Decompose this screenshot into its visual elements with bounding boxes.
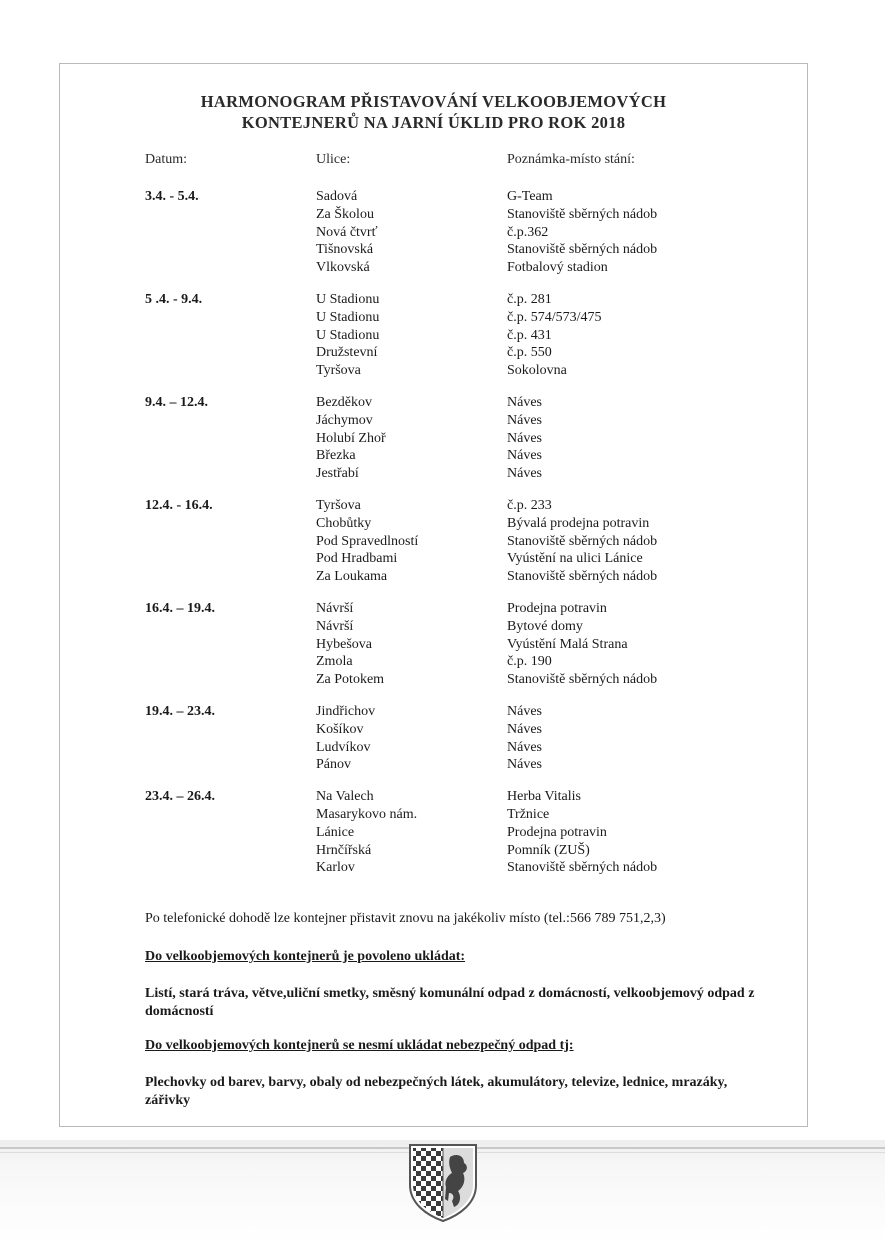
- schedule-group: [60, 788, 807, 877]
- street-name: Tyršova: [316, 497, 361, 513]
- street-name: Holubí Zhoř: [316, 430, 386, 446]
- schedule-date: 12.4. - 16.4.: [145, 497, 213, 513]
- location-note: č.p. 190: [507, 654, 552, 670]
- schedule-row: [60, 721, 807, 739]
- location-note: č.p. 233: [507, 497, 552, 513]
- location-note: Prodejna potravin: [507, 824, 607, 840]
- schedule-row: [60, 241, 807, 259]
- location-note: Stanoviště sběrných nádob: [507, 672, 658, 688]
- location-note: Náves: [507, 466, 542, 482]
- location-note: Stanoviště sběrných nádob: [507, 860, 658, 876]
- location-note: Náves: [507, 448, 542, 464]
- street-name: Návrší: [316, 600, 354, 616]
- location-note: Bývalá prodejna potravin: [507, 515, 650, 531]
- location-note: č.p. 550: [507, 345, 552, 361]
- schedule-row: [60, 618, 807, 636]
- location-note: č.p.362: [507, 224, 549, 240]
- header-street: Ulice:: [316, 152, 351, 167]
- schedule-row: [60, 465, 807, 483]
- schedule-group: [60, 497, 807, 586]
- location-note: Stanoviště sběrných nádob: [507, 242, 658, 258]
- schedule-group: [60, 600, 807, 689]
- location-note: Náves: [507, 430, 542, 446]
- schedule-row: [60, 550, 807, 568]
- schedule-row: [60, 842, 807, 860]
- schedule-group: [60, 188, 807, 277]
- street-name: Jestřabí: [316, 466, 359, 482]
- schedule-date: 5 .4. - 9.4.: [145, 291, 203, 307]
- schedule-row: [60, 703, 807, 721]
- location-note: G-Team: [507, 189, 553, 204]
- location-note: Vyústění na ulici Lánice: [507, 551, 643, 567]
- street-name: Pod Hradbami: [316, 551, 398, 567]
- title-line-2: KONTEJNERŮ NA JARNÍ ÚKLID PRO ROK 2018: [241, 113, 626, 132]
- header-date: Datum:: [145, 152, 187, 167]
- schedule-list: [60, 188, 807, 891]
- street-name: Za Potokem: [316, 672, 385, 688]
- location-note: Bytové domy: [507, 618, 583, 634]
- street-name: Ludvíkov: [316, 739, 371, 755]
- location-note: Náves: [507, 394, 542, 410]
- schedule-row: [60, 394, 807, 412]
- title-line-1: HARMONOGRAM PŘISTAVOVÁNÍ VELKOOBJEMOVÝCH: [200, 92, 667, 111]
- schedule-row: [60, 412, 807, 430]
- schedule-row: [60, 533, 807, 551]
- location-note: Náves: [507, 757, 542, 773]
- location-note: č.p. 281: [507, 291, 552, 307]
- schedule-group: [60, 394, 807, 483]
- schedule-row: [60, 497, 807, 515]
- street-name: Vlkovská: [316, 260, 370, 276]
- street-name: Družstevní: [316, 345, 378, 361]
- schedule-date: 3.4. - 5.4.: [145, 189, 199, 204]
- schedule-row: [60, 447, 807, 465]
- street-name: Karlov: [316, 860, 355, 876]
- street-name: Sadová: [316, 189, 358, 204]
- street-name: Pod Spravedlností: [316, 533, 419, 549]
- schedule-row: [60, 188, 807, 206]
- location-note: Stanoviště sběrných nádob: [507, 533, 658, 549]
- schedule-row: [60, 362, 807, 380]
- town-crest-icon: [406, 1141, 480, 1223]
- location-note: Pomník (ZUŠ): [507, 842, 590, 858]
- schedule-row: [60, 824, 807, 842]
- street-name: Pánov: [316, 757, 351, 773]
- schedule-row: [60, 515, 807, 533]
- schedule-date: 9.4. – 12.4.: [145, 394, 208, 410]
- street-name: U Stadionu: [316, 291, 380, 307]
- street-name: Tyršova: [316, 363, 361, 379]
- street-name: Hybešova: [316, 636, 372, 652]
- schedule-row: [60, 756, 807, 774]
- schedule-row: [60, 859, 807, 877]
- schedule-row: [60, 568, 807, 586]
- street-name: Na Valech: [316, 789, 374, 805]
- location-note: Náves: [507, 739, 542, 755]
- schedule-date: 19.4. – 23.4.: [145, 703, 215, 719]
- schedule-group: [60, 291, 807, 380]
- street-name: U Stadionu: [316, 327, 380, 343]
- schedule-row: [60, 806, 807, 824]
- contact-note: Po telefonické dohodě lze kontejner přistavit znovu na jakékoliv místo (tel.:566 789 751,2,3): [145, 911, 666, 926]
- schedule-row: [60, 259, 807, 277]
- street-name: Březka: [316, 448, 356, 464]
- allowed-heading: Do velkoobjemových kontejnerů je povoleno ukládat:: [145, 949, 466, 964]
- schedule-row: [60, 739, 807, 757]
- schedule-group: [60, 703, 807, 774]
- location-note: Náves: [507, 703, 542, 719]
- street-name: Návrší: [316, 618, 354, 634]
- schedule-row: [60, 291, 807, 309]
- street-name: Masarykovo nám.: [316, 806, 418, 822]
- street-name: Bezděkov: [316, 394, 372, 410]
- schedule-row: [60, 653, 807, 671]
- street-name: Nová čtvrť: [316, 224, 378, 240]
- schedule-row: [60, 327, 807, 345]
- document-title: [60, 91, 807, 133]
- forbidden-text: Plechovky od barev, barvy, obaly od nebezpečných látek, akumulátory, televize, lednice, mrazáky, zářivky: [145, 1075, 728, 1108]
- schedule-row: [60, 671, 807, 689]
- schedule-date: 16.4. – 19.4.: [145, 600, 215, 616]
- street-name: Jáchymov: [316, 412, 373, 428]
- schedule-row: [60, 309, 807, 327]
- schedule-date: 23.4. – 26.4.: [145, 789, 215, 805]
- document-page: [59, 63, 808, 1127]
- street-name: Zmola: [316, 654, 353, 670]
- header-note: Poznámka-místo stání:: [507, 152, 635, 167]
- location-note: Náves: [507, 721, 542, 737]
- schedule-row: [60, 224, 807, 242]
- street-name: Jindřichov: [316, 703, 376, 719]
- schedule-row: [60, 344, 807, 362]
- street-name: U Stadionu: [316, 309, 380, 325]
- schedule-row: [60, 430, 807, 448]
- location-note: Sokolovna: [507, 363, 567, 379]
- street-name: Košíkov: [316, 721, 364, 737]
- location-note: Tržnice: [507, 806, 550, 822]
- street-name: Lánice: [316, 824, 355, 840]
- allowed-text: Listí, stará tráva, větve,uliční smetky, směsný komunální odpad z domácností, velkoobjemový odpad z domácností: [145, 986, 755, 1019]
- street-name: Chobůtky: [316, 515, 372, 531]
- location-note: Stanoviště sběrných nádob: [507, 206, 658, 222]
- location-note: Vyústění Malá Strana: [507, 636, 628, 652]
- schedule-row: [60, 636, 807, 654]
- forbidden-heading: Do velkoobjemových kontejnerů se nesmí ukládat nebezpečný odpad tj:: [145, 1038, 574, 1053]
- location-note: Prodejna potravin: [507, 600, 607, 616]
- location-note: Herba Vitalis: [507, 789, 581, 805]
- location-note: č.p. 574/573/475: [507, 309, 602, 325]
- location-note: Fotbalový stadion: [507, 260, 608, 276]
- schedule-row: [60, 788, 807, 806]
- street-name: Hrnčířská: [316, 842, 372, 858]
- schedule-row: [60, 206, 807, 224]
- location-note: Náves: [507, 412, 542, 428]
- location-note: č.p. 431: [507, 327, 552, 343]
- street-name: Za Loukama: [316, 569, 388, 585]
- street-name: Za Školou: [316, 206, 374, 222]
- location-note: Stanoviště sběrných nádob: [507, 569, 658, 585]
- street-name: Tišnovská: [316, 242, 374, 258]
- schedule-row: [60, 600, 807, 618]
